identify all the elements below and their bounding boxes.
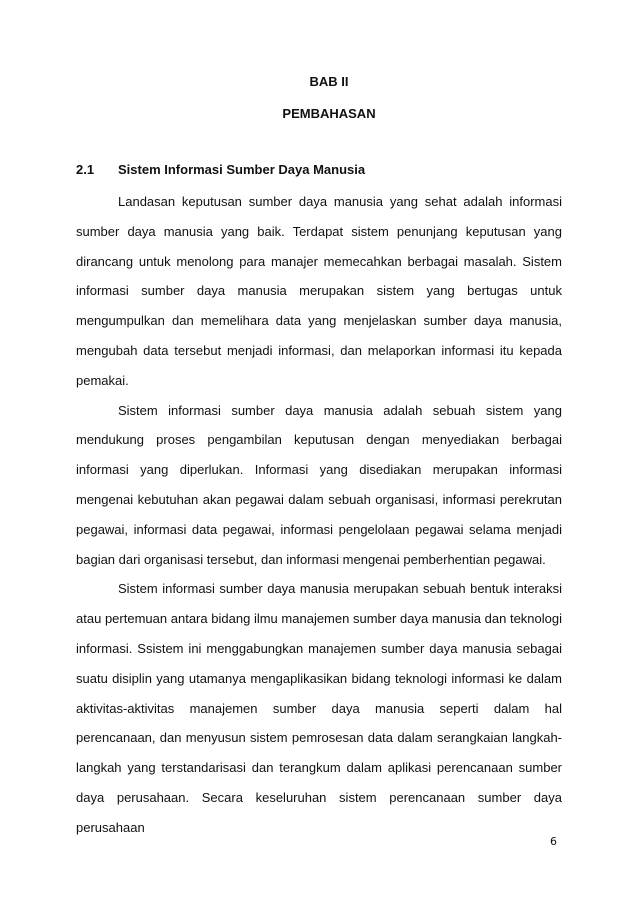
- page-number: 6: [550, 835, 557, 848]
- body-text: [76, 187, 562, 843]
- chapter-label: BAB II: [309, 74, 349, 89]
- section-number: 2.1: [76, 162, 95, 177]
- section-title: Sistem Informasi Sumber Daya Manusia: [118, 162, 366, 177]
- paragraph: Sistem informasi sumber daya manusia merupakan sebuah bentuk interaksi atau pertemuan antara bidang ilmu manajemen sumber daya manusia dan teknologi informasi. Ssistem ini menggabungkan manajemen sumber daya manusia sebagai suatu disiplin yang utamanya mengaplikasikan bidang teknologi informasi ke dalam aktivitas-aktivitas manajemen sumber daya manusia seperti dalam hal perencanaan, dan menyusun sistem pemrosesan data dalam serangkaian langkah-langkah yang terstandarisasi dan terangkum dalam aplikasi perencanaan sumber daya perusahaan. Secara keseluruhan sistem perencanaan sumber daya perusahaan: [76, 581, 562, 835]
- section-heading: [76, 162, 365, 177]
- chapter-title: PEMBAHASAN: [282, 106, 376, 121]
- paragraph: Sistem informasi sumber daya manusia adalah sebuah sistem yang mendukung proses pengambilan keputusan dengan menyediakan berbagai informasi yang diperlukan. Informasi yang disediakan merupakan informasi mengenai kebutuhan akan pegawai dalam sebuah organisasi, informasi perekrutan pegawai, informasi data pegawai, informasi pengelolaan pegawai selama menjadi bagian dari organisasi tersebut, dan informasi mengenai pemberhentian pegawai.: [76, 402, 562, 567]
- paragraph: Landasan keputusan sumber daya manusia yang sehat adalah informasi sumber daya manusia yang baik. Terdapat sistem penunjang keputusan yang dirancang untuk menolong para manajer memecahkan berbagai masalah. Sistem informasi sumber daya manusia merupakan sistem yang bertugas untuk mengumpulkan dan memelihara data yang menjelaskan sumber daya manusia, mengubah data tersebut menjadi informasi, dan melaporkan informasi itu kepada pemakai.: [76, 194, 562, 388]
